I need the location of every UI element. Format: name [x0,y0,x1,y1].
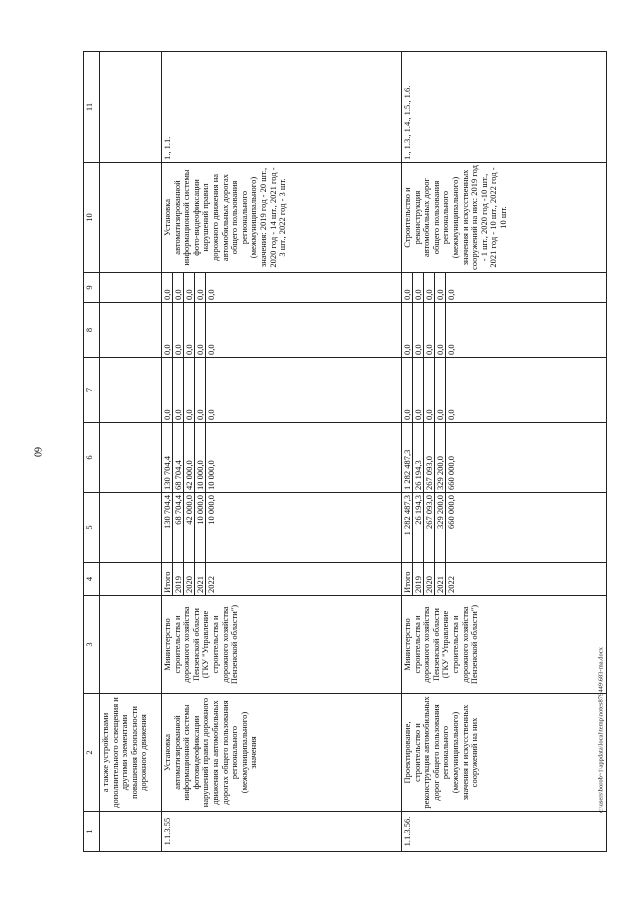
section-text: а также устройствами дополнительного освещения и другими элементами повышения безопасности дорожного движения [100,694,162,812]
regional-budget-cell: 130 704,4 [162,423,173,492]
row-number: 1.1.3.55 [162,812,402,852]
other-sources-cell: 0,0 [173,273,184,302]
federal-budget-cell: 0,0 [402,358,413,422]
total-funding-cell [162,493,402,563]
federal-budget-cell [402,358,607,423]
other-sources [402,273,456,302]
local-budget-cell: 0,0 [413,303,424,357]
executor: Министерство строительства и дорожного хозяйства Пензенской области (ГКУ "Управление строительства и дорожного хозяйства Пензенской области") [162,596,402,694]
other-sources-cell: 0,0 [446,289,456,300]
total-funding [402,493,456,562]
page-number: 60 [31,447,43,457]
other-sources-cell [162,273,402,303]
year-cell: Итого [162,563,173,595]
federal-budget [162,358,216,422]
total-funding-cell: 660 000,0 [446,495,456,529]
total-funding-cell: 42 000,0 [184,493,195,562]
year [402,563,456,595]
other-sources-cell: 0,0 [195,273,206,302]
federal-budget-cell: 0,0 [413,358,424,422]
year-cell: 2021 [435,563,446,595]
local-budget [162,303,216,357]
header-cell: 10 [84,163,100,273]
activity-name: Проектирование, строительство и реконструкция автомобильных дорог общего пользования регионального (межмуниципального) значения и искусственных сооружений на них [402,694,607,812]
total-funding-cell [402,493,607,563]
indicator: Установка автоматизированной информационной системы фото-видеофиксации нарушений правил дорожного движения на автомобильных дорогах общего пользования регионального (межмуниципального) значения: 2019 год - 20 шт., 2020 год - 14 шт., 2021 год - 3 шт., 2022 год - 3 шт. [162,163,402,273]
header-cell: 7 [84,358,100,423]
total-funding-cell: 26 194,3 [413,493,424,562]
header-cell: 3 [84,596,100,694]
total-funding-cell: 267 093,0 [424,493,435,562]
header-cell: 11 [84,52,100,163]
local-budget-cell: 0,0 [435,303,446,357]
regional-budget-cell: 68 704,4 [173,423,184,492]
other-sources-cell: 0,0 [424,273,435,302]
header-cell: 5 [84,493,100,563]
header-cell: 6 [84,423,100,493]
year-cell: 2022 [206,576,216,593]
year [162,563,216,595]
regional-budget [162,423,216,492]
federal-budget-cell [162,358,402,423]
years-cell [162,563,402,596]
row-number: 1.1.3.56. [402,812,607,852]
other-sources-cell: 0,0 [206,289,216,300]
federal-budget-cell: 0,0 [162,358,173,422]
header-cell: 2 [84,694,100,812]
local-budget-cell [402,303,607,358]
header-cell: 8 [84,303,100,358]
local-budget-cell: 0,0 [206,344,216,355]
local-budget-cell: 0,0 [195,303,206,357]
year-cell: 2019 [413,563,424,595]
regional-budget [402,423,456,492]
other-sources-cell: 0,0 [402,273,413,302]
local-budget-cell [162,303,402,358]
local-budget-cell: 0,0 [162,303,173,357]
total-funding [162,493,216,562]
local-budget-cell: 0,0 [424,303,435,357]
activity-name: Установка автоматизированной информационной системы фотовидеофиксации нарушений правил дорожного движения на автомобильных дорогах общего пользования регионального (межмуниципального) значения [162,694,402,812]
header-cell: 4 [84,563,100,596]
regional-budget-cell: 660 000,0 [446,456,456,490]
federal-budget-cell: 0,0 [206,409,216,420]
federal-budget [402,358,456,422]
regional-budget-cell: 42 000,0 [184,423,195,492]
table-row [162,52,402,852]
local-budget-cell: 0,0 [184,303,195,357]
indicator-link: 1., 1.1. [162,52,402,163]
total-funding-cell: 10 000,0 [195,493,206,562]
year-cell: 2019 [173,563,184,595]
regional-budget-cell: 10 000,0 [206,460,216,490]
regional-budget-cell: 10 000,0 [195,423,206,492]
regional-budget-cell: 1 282 487,3 [402,423,413,492]
local-budget-cell: 0,0 [173,303,184,357]
regional-budget-cell [402,423,607,493]
indicator: Строительство и реконструкция автомобильных дорог общего пользования регионального (межмуниципального) значения и искусственных сооружений на них: 2019 год - 1 шт., 2020 год -10 шт., 2021 год - 10 шт., 2022 год - 10 шт. [402,163,607,273]
other-sources-cell: 0,0 [162,273,173,302]
footer-file-path: c:\users\borob~1\appdata\local\temp\notes879449\683-ma.docx [597,647,605,813]
federal-budget-cell: 0,0 [173,358,184,422]
year-cell: 2020 [424,563,435,595]
regional-budget-cell [162,423,402,493]
total-funding-cell: 329 200,0 [435,493,446,562]
header-cell: 1 [84,812,100,852]
other-sources [162,273,216,302]
federal-budget-cell: 0,0 [195,358,206,422]
year-cell: 2022 [446,576,456,593]
indicator-link: 1., 1.3., 1.4., 1.5., 1.6. [402,52,607,163]
table-row [402,52,607,852]
local-budget [402,303,456,357]
federal-budget-cell: 0,0 [424,358,435,422]
federal-budget-cell: 0,0 [435,358,446,422]
rotated-table-container [83,52,603,852]
total-funding-cell: 10 000,0 [206,495,216,525]
regional-budget-cell: 26 194,3 [413,423,424,492]
total-funding-cell: 130 704,4 [162,493,173,562]
other-sources-cell: 0,0 [184,273,195,302]
year-cell: Итого [402,563,413,595]
regional-budget-cell: 267 093,0 [424,423,435,492]
local-budget-cell: 0,0 [402,303,413,357]
regional-budget-cell: 329 200,0 [435,423,446,492]
program-table [83,51,607,852]
header-row [84,52,100,852]
year-cell: 2021 [195,563,206,595]
other-sources-cell: 0,0 [413,273,424,302]
year-cell: 2020 [184,563,195,595]
federal-budget-cell: 0,0 [446,409,456,420]
section-continuation-row [100,52,162,852]
years-cell [402,563,607,596]
executor: Министерство строительства и дорожного хозяйства Пензенской области (ГКУ "Управление строительства и дорожного хозяйства Пензенской области") [402,596,607,694]
total-funding-cell: 1 282 487,3 [402,493,413,562]
federal-budget-cell: 0,0 [184,358,195,422]
header-cell: 9 [84,273,100,303]
other-sources-cell [402,273,607,303]
other-sources-cell: 0,0 [435,273,446,302]
local-budget-cell: 0,0 [446,344,456,355]
total-funding-cell: 68 704,4 [173,493,184,562]
